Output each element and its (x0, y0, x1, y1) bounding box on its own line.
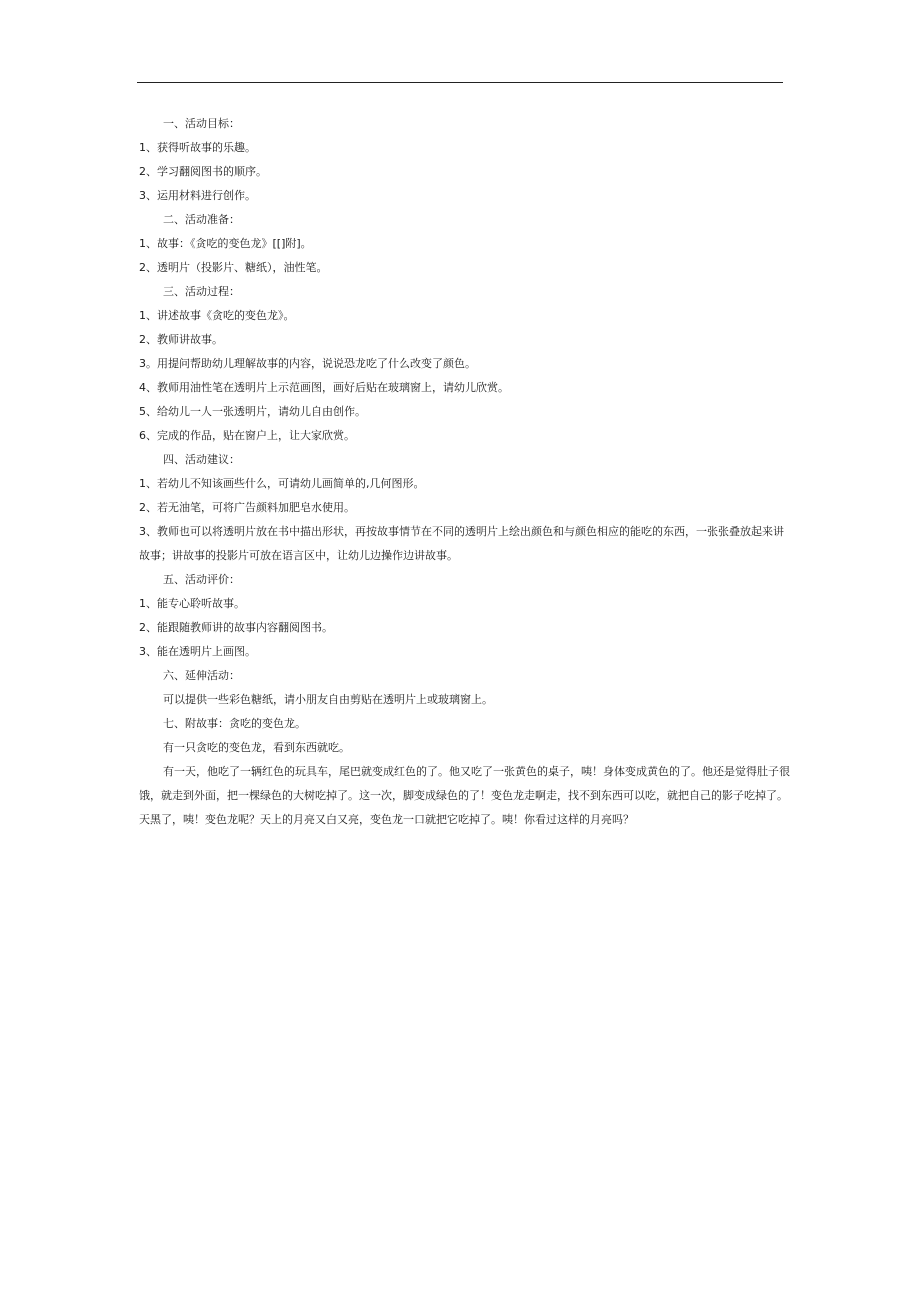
list-item: 1、若幼儿不知该画些什么，可请幼儿画简单的,几何图形。 (139, 477, 425, 490)
section-heading: 七、附故事：贪吃的变色龙。 (163, 717, 306, 730)
list-item: 1、故事：《贪吃的变色龙》[[]附]。 (139, 237, 312, 250)
list-item: 2、学习翻阅图书的顺序。 (139, 165, 267, 178)
list-item: 2、能跟随教师讲的故事内容翻阅图书。 (139, 621, 333, 634)
section-heading: 六、延伸活动： (163, 669, 240, 682)
list-item: 1、能专心聆听故事。 (139, 597, 245, 610)
list-item: 6、完成的作品，贴在窗户上，让大家欣赏。 (139, 429, 355, 442)
section-heading: 一、活动目标： (163, 117, 240, 130)
header-rule (137, 82, 783, 83)
list-item: 1、获得听故事的乐趣。 (139, 141, 256, 154)
list-item-paragraph: 3、教师也可以将透明片放在书中描出形状，再按故事情节在不同的透明片上绘出颜色和与颜色相应的能吃的东西，一张张叠放起来讲故事；讲故事的投影片可放在语言区中，让幼儿边操作边讲故事。 (139, 525, 784, 562)
section-heading: 二、活动准备： (163, 213, 240, 226)
list-item: 2、教师讲故事。 (139, 333, 223, 346)
section-heading: 五、活动评价： (163, 573, 240, 586)
document-body (139, 112, 791, 832)
list-item: 3、能在透明片上画图。 (139, 645, 256, 658)
list-item: 2、透明片（投影片、糖纸），油性笔。 (139, 261, 328, 274)
list-item: 4、教师用油性笔在透明片上示范画图，画好后贴在玻璃窗上，请幼儿欣赏。 (139, 381, 509, 394)
list-item: 可以提供一些彩色糖纸，请小朋友自由剪贴在透明片上或玻璃窗上。 (163, 693, 493, 706)
section-heading: 四、活动建议： (163, 453, 240, 466)
list-item: 3。用提问帮助幼儿理解故事的内容，说说恐龙吃了什么改变了颜色。 (139, 357, 476, 370)
list-item: 5、给幼儿一人一张透明片，请幼儿自由创作。 (139, 405, 366, 418)
section-heading: 三、活动过程： (163, 285, 240, 298)
list-item: 3、运用材料进行创作。 (139, 189, 256, 202)
story-paragraph: 有一天，他吃了一辆红色的玩具车，尾巴就变成红色的了。他又吃了一张黄色的桌子，咦！身体变成黄色的了。他还是觉得肚子很饿，就走到外面，把一棵绿色的大树吃掉了。这一次，脚变成绿色的了！变色龙走啊走，找不到东西可以吃，就把自己的影子吃掉了。天黑了，咦！变色龙呢？天上的月亮又白又亮，变色龙一口就把它吃掉了。咦！你看过这样的月亮吗？ (139, 765, 790, 826)
list-item: 有一只贪吃的变色龙，看到东西就吃。 (163, 741, 350, 754)
list-item: 2、若无油笔，可将广告颜料加肥皂水使用。 (139, 501, 355, 514)
list-item: 1、讲述故事《贪吃的变色龙》。 (139, 309, 295, 322)
